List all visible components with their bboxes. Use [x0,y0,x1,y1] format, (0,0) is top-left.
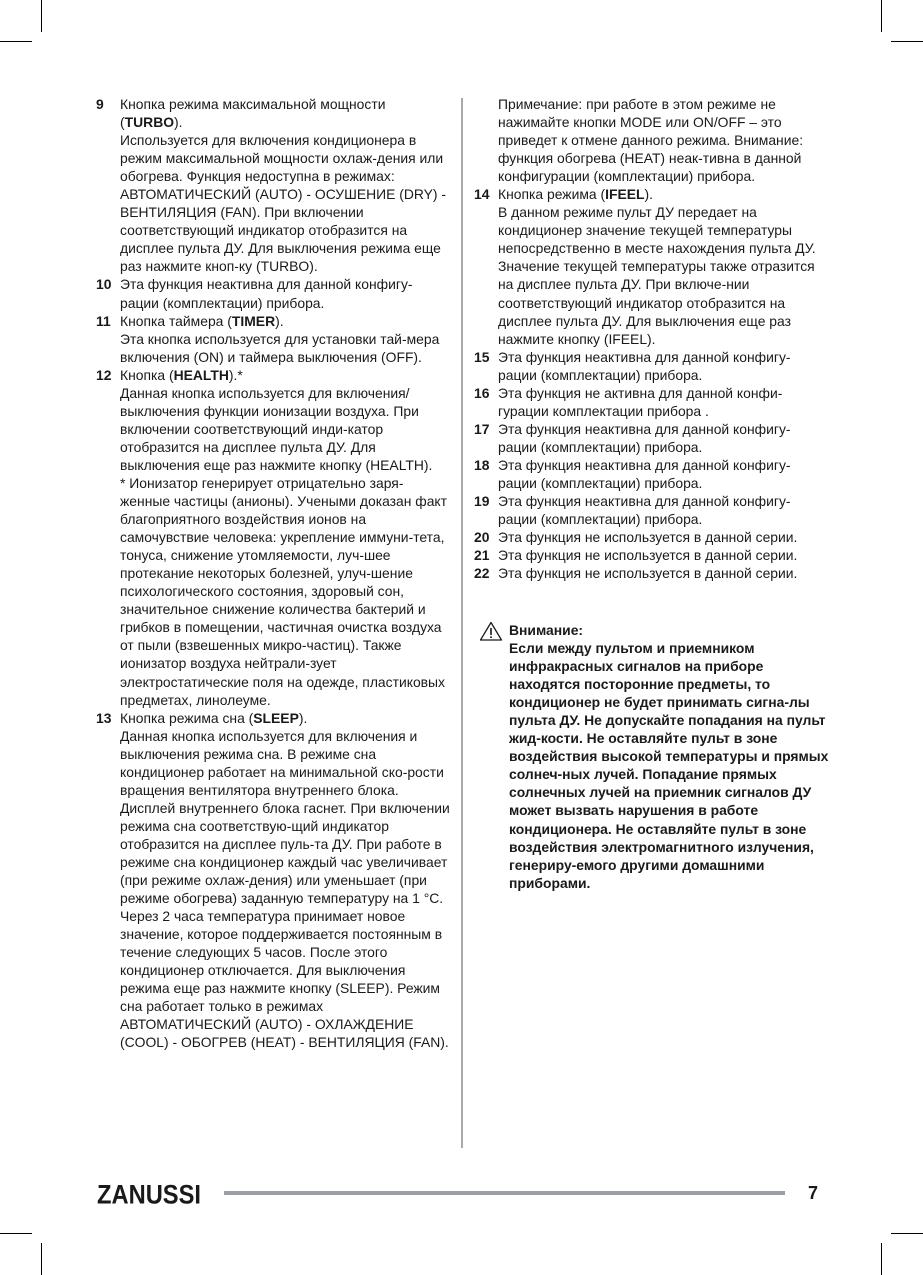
list-item [474,95,828,185]
column-divider [461,98,463,1148]
item-paragraph [120,312,450,330]
left-column [96,95,450,1051]
paragraph-text: Кнопка режима ( [498,186,606,203]
warning-text: Если между пультом и приемником инфракрасных сигналов на приборе находятся посторонние предметы, то кондиционер не будет принимать сигна-лы пульта ДУ. Не допускайте попадания на пульт жид-кости. Не оставляйте пульт в зоне воздействия высокой температуры и прямых солнеч-ных лучей. Попадание прямых солнечных лучей на приемник сигналов ДУ может вызвать нарушения в работе кондиционера. Не оставляйте пульт в зоне воздействия электромагнитного излучения, генериру-емого другими домашними приборами. [509,640,829,891]
item-paragraph: Эта функция не используется в данной серии. [498,565,798,582]
paragraph-text: Кнопка режима максимальной мощности ( [120,96,386,131]
crop-mark [0,41,32,42]
item-number: 12 [96,366,112,383]
list-item [96,275,450,311]
crop-mark [891,41,923,42]
item-paragraph: Эта функция неактивна для данной конфигу-рации (комплектации) прибора. [498,493,791,528]
item-paragraph [120,709,450,727]
crop-mark [0,1233,32,1234]
item-paragraph: Эта кнопка используется для установки тай-мера включения (ON) и таймера выключения (OFF). [120,330,440,365]
item-number: 18 [474,456,490,473]
crop-mark [41,1243,42,1275]
crop-mark [881,0,882,32]
paragraph-text: Кнопка ( [120,366,174,383]
button-code: TURBO [124,114,175,131]
paragraph-text: ). [298,709,308,726]
item-number: 17 [474,420,490,437]
item-number: 14 [474,186,490,203]
button-code: TIMER [231,312,276,329]
item-paragraph: В данном режиме пульт ДУ передает на кондиционер значение текущей температуры непосредственно в месте нахождения пульта ДУ. Значение текущей температуры также отразится на дисплее пульта ДУ. При включе-нии соответствующий индикатор отобразится на дисплее пульта ДУ. Для выключения еще раз нажмите кнопку (IFEEL). [498,204,816,347]
item-paragraph: Эта функция неактивна для данной конфигу-рации (комплектации) прибора. [120,276,413,311]
list-item [96,95,450,275]
item-paragraph: Эта функция не используется в данной серии. [498,529,798,546]
list-item [474,564,828,582]
item-paragraph: Примечание: при работе в этом режиме не нажимайте кнопки MODE или ON/OFF – это приведет к отмене данного режима. Внимание: функция обогрева (HEAT) неак-тивна в данной конфигурации (комплектации) прибора. [498,96,804,185]
list-item [474,348,828,384]
paragraph-text: ). [275,312,284,329]
item-paragraph [120,95,450,131]
warning-box [479,621,829,892]
brand-logo-text: ZANUSSI [97,1179,201,1210]
footer-rule [224,1191,785,1195]
paragraph-text: ).* [228,366,243,383]
list-item [474,456,828,492]
list-item [474,420,828,456]
item-paragraph: Эта функция не используется в данной серии. [498,547,798,564]
button-code: HEALTH [173,366,229,383]
page-number: 7 [808,1183,819,1203]
item-number: 21 [474,547,490,564]
item-number: 9 [96,96,104,112]
button-code: SLEEP [253,709,299,726]
list-item [474,185,828,347]
warning-title: Внимание: [509,622,584,638]
button-code: IFEEL [605,186,645,203]
item-paragraph: Эта функция неактивна для данной конфигу-рации (комплектации) прибора. [498,420,791,455]
item-paragraph: Эта функция не активна для данной конфи-гурации комплектации прибора . [498,384,783,419]
crop-mark [891,1233,923,1234]
list-item [474,546,828,564]
item-paragraph [498,185,828,203]
paragraph-text: ). [644,186,653,203]
paragraph-text: Кнопка режима сна ( [120,709,254,726]
list-item [96,709,450,1052]
item-paragraph: Эта функция неактивна для данной конфигу-рации (комплектации) прибора. [498,348,791,383]
item-number: 22 [474,565,490,582]
list-item [96,366,450,709]
item-number: 16 [474,384,490,401]
crop-mark [881,1243,882,1275]
item-number: 19 [474,493,490,510]
warning-icon [479,621,503,641]
item-number: 20 [474,529,490,546]
item-paragraph: Данная кнопка используется для включения/ выключения функции ионизации воздуха. При включении соответствующий инди-катор отобразится на дисплее пульта ДУ. Для выключения еще раз нажмите кнопку (HEALTH). [120,384,433,473]
item-paragraph [120,366,450,384]
paragraph-text: Кнопка таймера ( [120,312,232,329]
item-number: 13 [96,709,112,726]
item-paragraph: Эта функция неактивна для данной конфигу-рации (комплектации) прибора. [498,456,791,491]
zanussi-logo [97,1180,201,1208]
item-paragraph: Используется для включения кондиционера в режим максимальной мощности охлаж-дения или обогрева. Функция недоступна в режимах: АВТОМАТИЧЕСКИЙ (AUTO) - ОСУШЕНИЕ (DRY) - ВЕНТИЛЯЦИЯ (FAN). При включении соответствующий индикатор отобразится на дисплее пульта ДУ. Для выключения режима еще раз нажмите кноп-ку (TURBO). [120,132,447,275]
item-number: 15 [474,348,490,365]
item-paragraph: Данная кнопка используется для включения и выключения режима сна. В режиме сна кондиционер работает на минимальной ско-рости вращения вентилятора внутреннего блока. Дисплей внутреннего блока гаснет. При включении режима сна соответствую-щий индикатор отобразится на дисплее пуль-та ДУ. При работе в режиме сна кондиционер каждый час увеличивает (при режиме охлаж-дения) или уменьшает (при режиме обогрева) заданную температуру на 1 °С. Через 2 часа температура принимает новое значение, которое поддерживается постоянным в течение следующих 5 часов. После этого кондиционер отключается. Для выключения режима еще раз нажмите кнопку (SLEEP). Режим сна работает только в режимах АВТОМАТИЧЕСКИЙ (AUTO) - ОХЛАЖДЕНИЕ (COOL) - ОБОГРЕВ (HEAT) - ВЕНТИЛЯЦИЯ (FAN). [120,727,450,1051]
item-number: 11 [96,312,111,329]
list-item [474,384,828,420]
list-item [474,528,828,546]
list-item [474,492,828,528]
list-item [96,312,450,366]
right-column [474,95,828,582]
crop-mark [41,0,42,32]
paragraph-text: ). [174,114,183,131]
item-number: 10 [96,276,112,293]
item-paragraph: * Ионизатор генерирует отрицательно заря-женные частицы (анионы). Учеными доказан факт благоприятного воздействия ионов на самочувствие человека: укрепление иммуни-тета, тонуса, снижение утомляемости, луч-шее протекание некоторых болезней, улуч-шение психологического состояния, здоровый сон, значительное снижение количества бактерий и грибков в помещении, частичная очистка воздуха от пыли (взвешенных микро-частиц). Также ионизатор воздуха нейтрали-зует электростатические поля на одежде, пластиковых предметах, линолеуме. [120,474,448,708]
